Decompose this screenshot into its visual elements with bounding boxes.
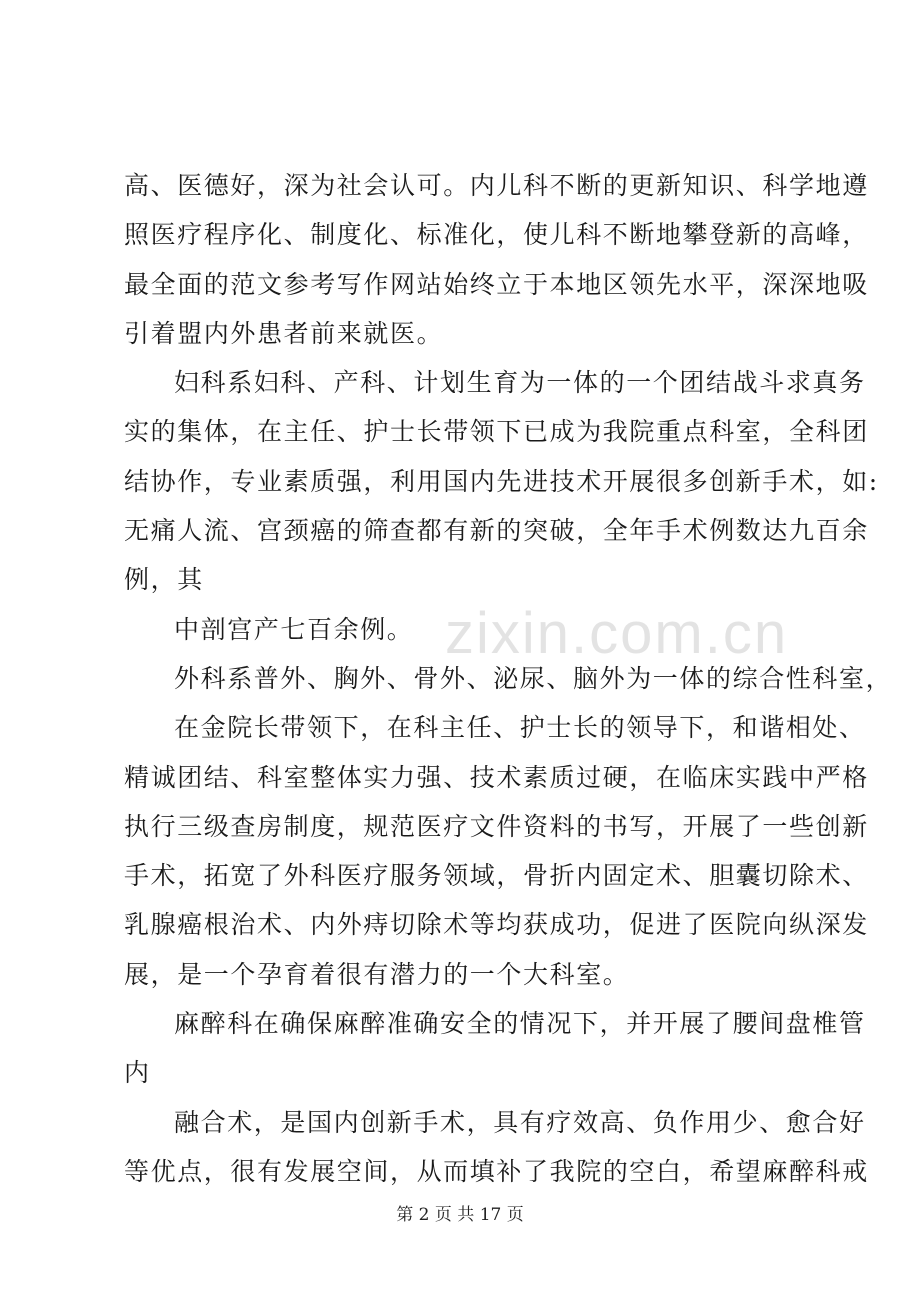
text-line: 实的集体，在主任、护士长带领下已成为我院重点科室，全科团 [124,417,869,446]
text-line: 等优点，很有发展空间，从而填补了我院的空白，希望麻醉科戒 [124,1157,869,1186]
text-line: 展，是一个孕育着很有潜力的一个大科室。 [124,960,630,989]
text-line: 精诚团结、科室整体实力强、技术素质过硬，在临床实践中严格 [124,763,869,792]
text-line: 高、医德好，深为社会认可。内儿科不断的更新知识、科学地遵 [124,171,869,200]
text-line: 中剖宫产七百余例。 [174,615,414,644]
text-line: 麻醉科在确保麻醉准确安全的情况下，并开展了腰间盘椎管 [174,1009,866,1038]
text-line: 结协作，专业素质强，利用国内先进技术开展很多创新手术，如: [124,467,879,496]
watermark: zixin.com.cn [445,601,789,666]
text-line: 手术，拓宽了外科医疗服务领域，骨折内固定术、胆囊切除术、 [124,861,869,890]
text-line: 执行三级查房制度，规范医疗文件资料的书写，开展了一些创新 [124,812,869,841]
text-line: 在金院长带领下，在科主任、护士长的领导下，和谐相处、 [174,713,866,742]
text-line: 融合术，是国内创新手术，具有疗效高、负作用少、愈合好 [174,1108,866,1137]
text-line: 最全面的范文参考写作网站始终立于本地区领先水平，深深地吸 [124,270,869,299]
text-line: 内 [124,1058,151,1087]
text-line: 乳腺癌根治术、内外痔切除术等均获成功，促进了医院向纵深发 [124,910,869,939]
page-footer: 第 2 页 共 17 页 [396,1205,524,1225]
text-line: 妇科系妇科、产科、计划生育为一体的一个团结战斗求真务 [174,368,866,397]
text-line: 例，其 [124,565,204,594]
text-line: 引着盟内外患者前来就医。 [124,319,444,348]
text-line: 无痛人流、宫颈癌的筛查都有新的突破，全年手术例数达九百余 [124,516,869,545]
text-line: 照医疗程序化、制度化、标准化，使儿科不断地攀登新的高峰， [124,220,869,249]
text-line: 外科系普外、胸外、骨外、泌尿、脑外为一体的综合性科室， [174,664,893,693]
